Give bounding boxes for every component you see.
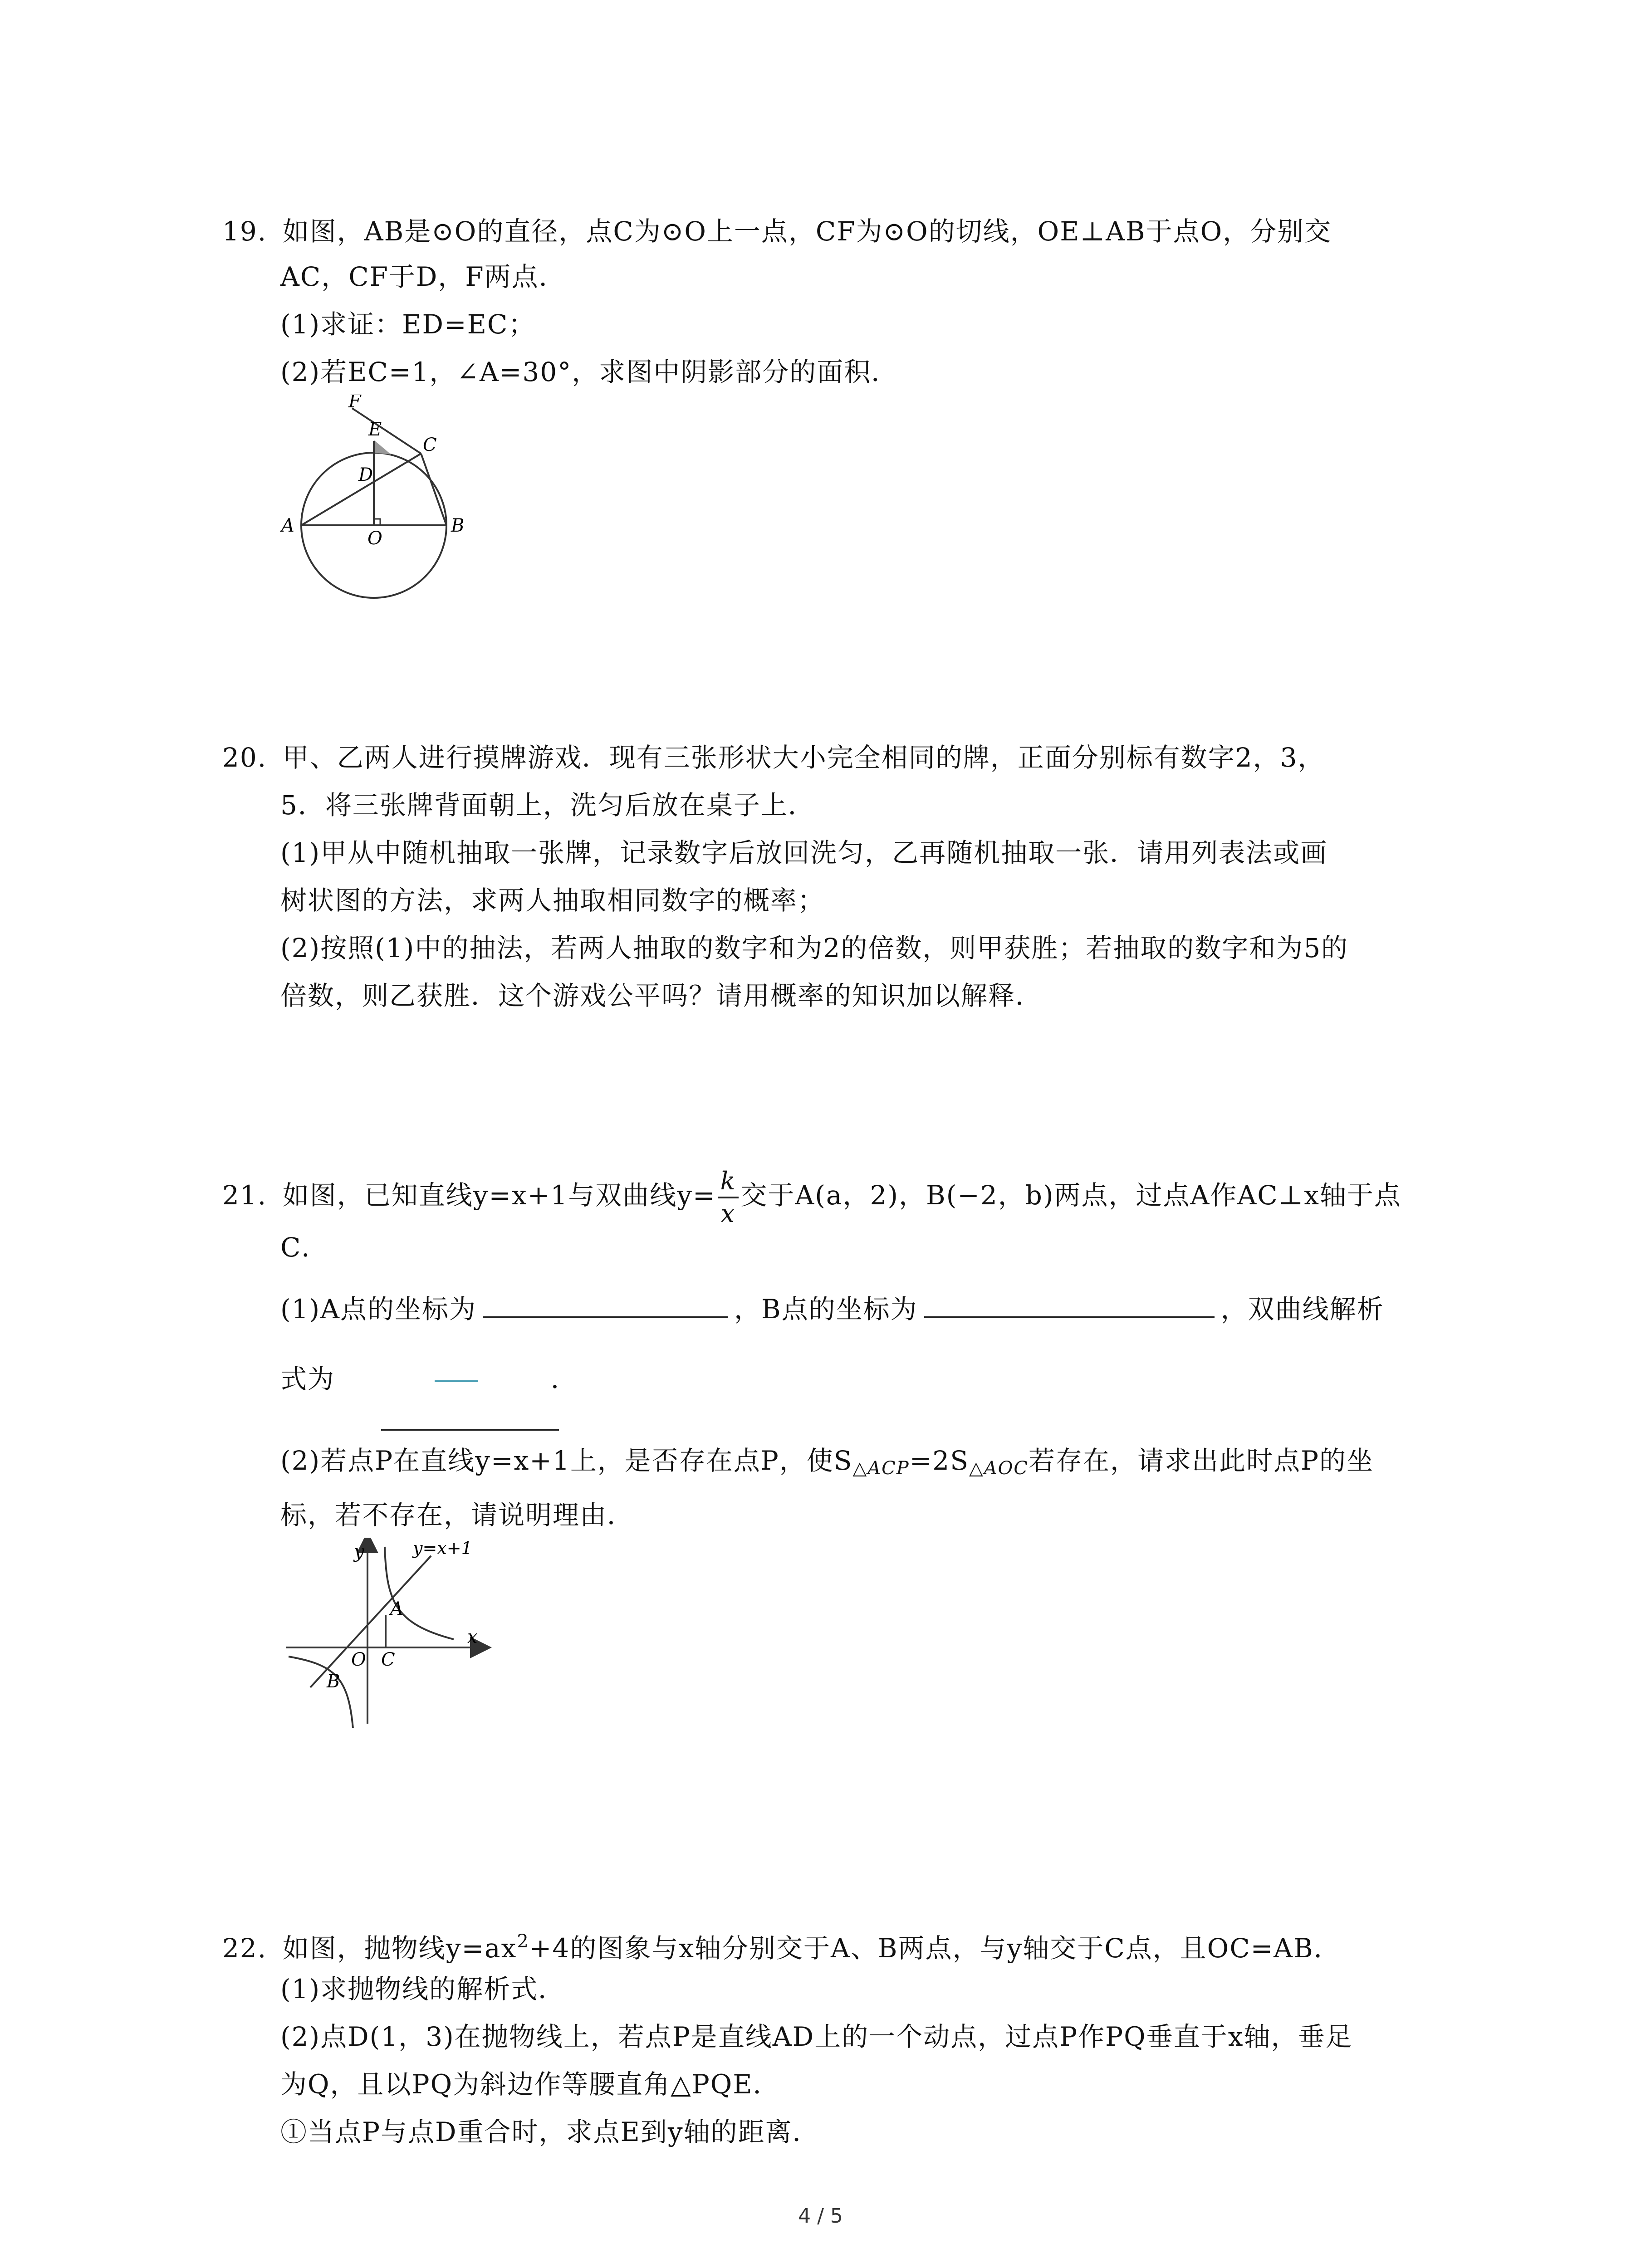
q21-frac-num: k: [718, 1166, 739, 1198]
q19-circle-figure: [272, 395, 481, 608]
q20-line-6: 倍数，则乙获胜．这个游戏公平吗？请用概率的知识加以解释．: [280, 980, 1043, 1011]
label-o: O: [367, 528, 382, 549]
label-b: B: [451, 515, 465, 536]
right-angle-mark: [374, 519, 380, 525]
page-number: 4 / 5: [798, 2204, 843, 2228]
label-line-eq: y=x+1: [413, 1538, 472, 1558]
q21-text-4b: ．: [551, 1364, 578, 1394]
q20-line-3: (1)甲从中随机抽取一张牌，记录数字后放回洗匀，乙再随机抽取一张．请用列表法或画: [280, 837, 1328, 868]
q19-text-1: 如图，AB是⊙O的直径，点C为⊙O上一点，CF为⊙O的切线，OE⊥AB于点O，分别交: [282, 216, 1332, 247]
label-b: B: [327, 1671, 340, 1692]
q20-text-1: 甲、乙两人进行摸牌游戏．现有三张形状大小完全相同的牌，正面分别标有数字2，3，: [282, 742, 1325, 773]
answer-blank-b[interactable]: [924, 1288, 1215, 1318]
q19-line-3: (1)求证：ED=EC；: [280, 309, 536, 340]
shaded-region: [374, 440, 391, 455]
label-c: C: [381, 1649, 395, 1670]
q21-line-5: [280, 1442, 1374, 1486]
q21-line-3: [280, 1288, 1384, 1327]
q22-line-3: (2)点D(1，3)在抛物线上，若点P是直线AD上的一个动点，过点P作PQ垂直于x轴，垂足: [280, 2021, 1353, 2052]
label-a: A: [390, 1598, 403, 1619]
q21-graph-figure: [281, 1538, 499, 1728]
answer-blank-a[interactable]: [483, 1288, 728, 1318]
label-e: E: [368, 419, 382, 440]
q19-number: 19.: [222, 216, 267, 247]
q22-sup: 2: [517, 1931, 529, 1952]
q21-text-4a: 式为: [280, 1364, 335, 1394]
q22-line-1: [222, 1923, 1341, 1966]
q21-text-1a: 如图，已知直线y=x+1与双曲线y=: [282, 1180, 716, 1211]
q21-fraction: [718, 1166, 739, 1229]
q20-number: 20.: [222, 742, 267, 773]
q21-text-1b: 交于A(a，2)，B(−2，b)两点，过点A作AC⊥x轴于点: [740, 1180, 1401, 1211]
q21-line-6: 标，若不存在，请说明理由．: [280, 1500, 635, 1530]
label-f: F: [348, 395, 361, 412]
q19-line-2: AC，CF于D，F两点．: [280, 261, 566, 292]
q21-text-5b: =2S: [909, 1445, 969, 1476]
label-y: y: [354, 1541, 364, 1562]
q21-line-4: [280, 1361, 578, 1397]
q22-line-4: 为Q，且以PQ为斜边作等腰直角△PQE．: [280, 2069, 780, 2100]
q21-text-5a: (2)若点P在直线y=x+1上，是否存在点P，使S: [280, 1445, 853, 1476]
answer-blank-hyperbola[interactable]: [381, 1429, 559, 1431]
label-a: A: [281, 515, 294, 536]
q22-text-1b: +4的图象与x轴分别交于A、B两点，与y轴交于C点，且OC=AB．: [529, 1933, 1341, 1964]
q21-number: 21.: [222, 1180, 267, 1211]
hyperbola-branch-2: [289, 1657, 353, 1728]
q22-text-1a: 如图，抛物线y=ax: [282, 1933, 517, 1964]
q21-sub-aoc: △AOC: [969, 1458, 1029, 1479]
segment-cb: [421, 454, 446, 525]
teal-dash-mark: [435, 1380, 478, 1382]
q20-line-2: 5．将三张牌背面朝上，洗匀后放在桌子上．: [280, 790, 815, 821]
q22-line-5: ①当点P与点D重合时，求点E到y轴的距离．: [280, 2116, 820, 2147]
hyperbola-branch-1: [385, 1547, 454, 1639]
tangent-cf: [352, 408, 421, 454]
label-o: O: [351, 1649, 366, 1670]
q21-text-3a: (1)A点的坐标为: [280, 1294, 477, 1325]
q21-text-5c: 若存在，请求出此时点P的坐: [1028, 1445, 1374, 1476]
q19-line-4: (2)若EC=1，∠A=30°，求图中阴影部分的面积．: [280, 357, 899, 387]
q19-line-1: [222, 213, 1332, 249]
label-c: C: [423, 435, 437, 455]
q20-line-4: 树状图的方法，求两人抽取相同数字的概率；: [280, 885, 825, 916]
q22-number: 22.: [222, 1933, 267, 1964]
q21-sub-acp: △ACP: [852, 1458, 910, 1479]
label-x: x: [467, 1627, 478, 1647]
q21-text-3c: ，双曲线解析: [1220, 1294, 1384, 1325]
q20-line-1: [222, 739, 1325, 776]
q22-line-2: (1)求抛物线的解析式．: [280, 1974, 566, 2004]
q21-line-2: C．: [280, 1232, 329, 1263]
q20-line-5: (2)按照(1)中的抽法，若两人抽取的数字和为2的倍数，则甲获胜；若抽取的数字和为5的: [280, 933, 1349, 963]
label-d: D: [358, 464, 373, 485]
q21-line-1: [222, 1166, 1401, 1229]
q21-text-3b: ，B点的坐标为: [734, 1294, 918, 1325]
q21-frac-den: x: [720, 1199, 736, 1228]
